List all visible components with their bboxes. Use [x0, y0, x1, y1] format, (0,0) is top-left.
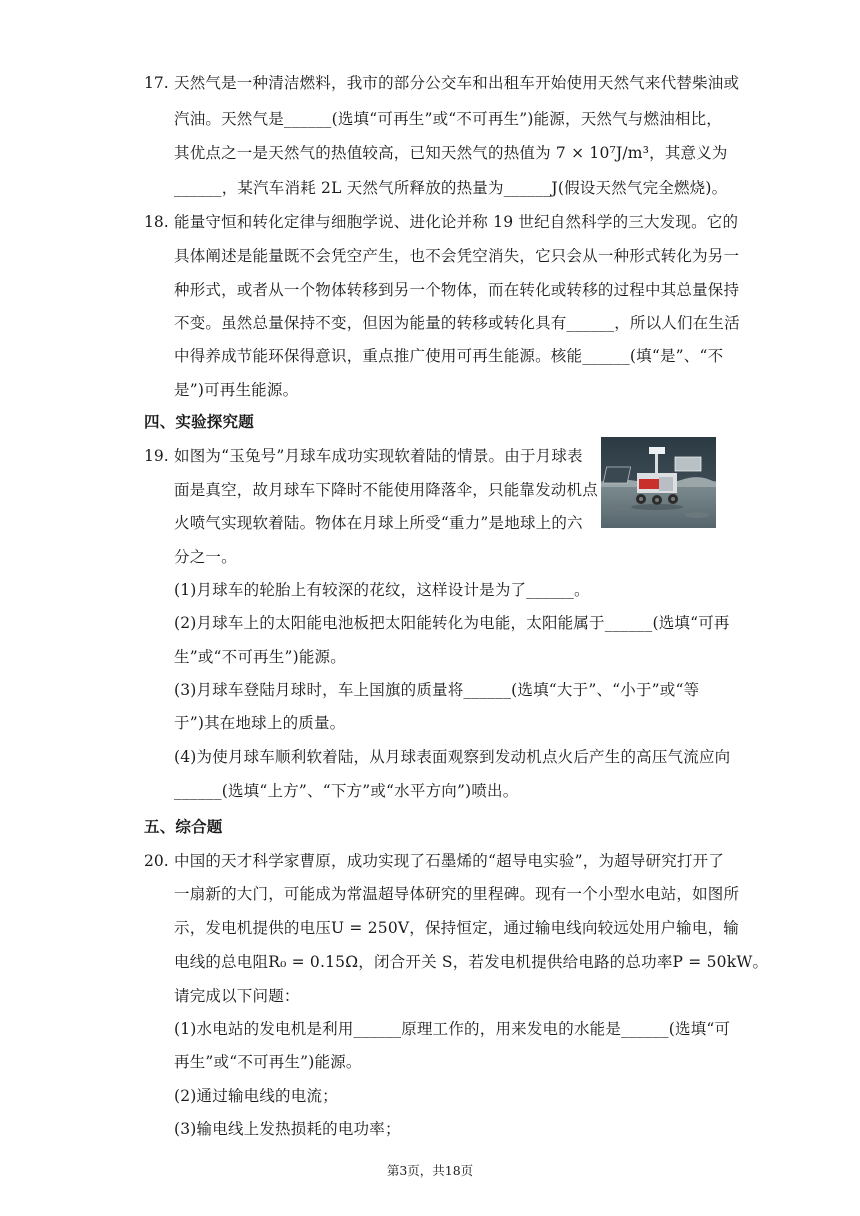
question-20-line-3: 示，发电机提供的电压U = 250V，保持恒定，通过输电线向较远处用户输电，输: [174, 919, 739, 937]
question-17-line-2: 汽油。天然气是______(选填“可再生”或“不可再生”)能源，天然气与燃油相比，: [174, 110, 722, 128]
question-20-line-5: 请完成以下问题：: [174, 987, 300, 1005]
section-4-heading: 四、实验探究题: [144, 412, 254, 431]
question-20-part-2: (2)通过输电线的电流；: [174, 1087, 338, 1105]
question-19-part-3: (3)月球车登陆月球时，车上国旗的质量将______(选填“大于”、“小于”或“等: [174, 681, 700, 699]
question-18-line-3: 种形式，或者从一个物体转移到另一个物体，而在转化或转移的过程中其总量保持: [174, 281, 740, 299]
question-19-line-4: 分之一。: [174, 548, 237, 566]
question-19-part-2: (2)月球车上的太阳能电池板把太阳能转化为电能，太阳能属于______(选填“可再: [174, 614, 730, 632]
question-18-number: 18.: [144, 213, 169, 231]
question-20-part-3: (3)输电线上发热损耗的电功率；: [174, 1120, 401, 1138]
question-18-line-2: 具体阐述是能量既不会凭空产生，也不会凭空消失，它只会从一种形式转化为另一: [174, 247, 740, 265]
question-18-line-1: 能量守恒和转化定律与细胞学说、进化论并称 19 世纪自然科学的三大发现。它的: [174, 213, 739, 231]
question-19-part-4-cont: ______(选填“上方”、“下方”或“水平方向”)喷出。: [174, 782, 519, 800]
question-17-number: 17.: [144, 74, 169, 92]
question-20-number: 20.: [144, 852, 169, 870]
question-17-line-4: ______，某汽车消耗 2L 天然气所释放的热量为______J(假设天然气完全燃烧)。: [174, 179, 728, 197]
section-5-heading: 五、综合题: [144, 817, 223, 836]
question-19-part-2-cont: 生”或“不可再生”)能源。: [174, 648, 346, 666]
question-19-line-3: 火喷气实现软着陆。物体在月球上所受“重力”是地球上的六: [174, 514, 583, 532]
question-19-number: 19.: [144, 447, 169, 465]
page-footer: 第3页，共18页: [386, 1163, 474, 1178]
question-17-line-1: 天然气是一种清洁燃料，我市的部分公交车和出租车开始使用天然气来代替柴油或: [174, 74, 740, 92]
question-20-line-2: 一扇新的大门，可能成为常温超导体研究的里程碑。现有一个小型水电站，如图所: [174, 885, 740, 903]
question-19-part-4: (4)为使月球车顺利软着陆，从月球表面观察到发动机点火后产生的高压气流应向: [174, 748, 731, 766]
question-18-line-5: 中得养成节能环保得意识，重点推广使用可再生能源。核能______(填“是”、“不: [174, 347, 724, 365]
question-20-line-4: 电线的总电阻R₀ = 0.15Ω，闭合开关 S，若发电机提供给电路的总功率P = 50kW。: [174, 953, 769, 971]
question-18-line-4: 不变。虽然总量保持不变，但因为能量的转移或转化具有______，所以人们在生活: [174, 314, 740, 332]
question-19-line-1: 如图为“玉兔号”月球车成功实现软着陆的情景。由于月球表: [174, 447, 583, 465]
lunar-rover-photo: [601, 437, 716, 528]
question-19-line-2: 面是真空，故月球车下降时不能使用降落伞，只能靠发动机点: [174, 481, 598, 499]
question-20-part-1: (1)水电站的发电机是利用______原理工作的，用来发电的水能是______(选填“可: [174, 1020, 731, 1038]
question-19-part-1: (1)月球车的轮胎上有较深的花纹，这样设计是为了______。: [174, 581, 590, 599]
question-17-line-3: 其优点之一是天然气的热值较高，已知天然气的热值为 7 × 10⁷J/m³，其意义为: [174, 144, 728, 162]
question-20-line-1: 中国的天才科学家曹原，成功实现了石墨烯的“超导电实验”，为超导研究打开了: [174, 852, 725, 870]
question-19-part-3-cont: 于”)其在地球上的质量。: [174, 714, 346, 732]
question-20-part-1-cont: 再生”或“不可再生”)能源。: [174, 1053, 362, 1071]
question-18-line-6: 是”)可再生能源。: [174, 381, 299, 399]
